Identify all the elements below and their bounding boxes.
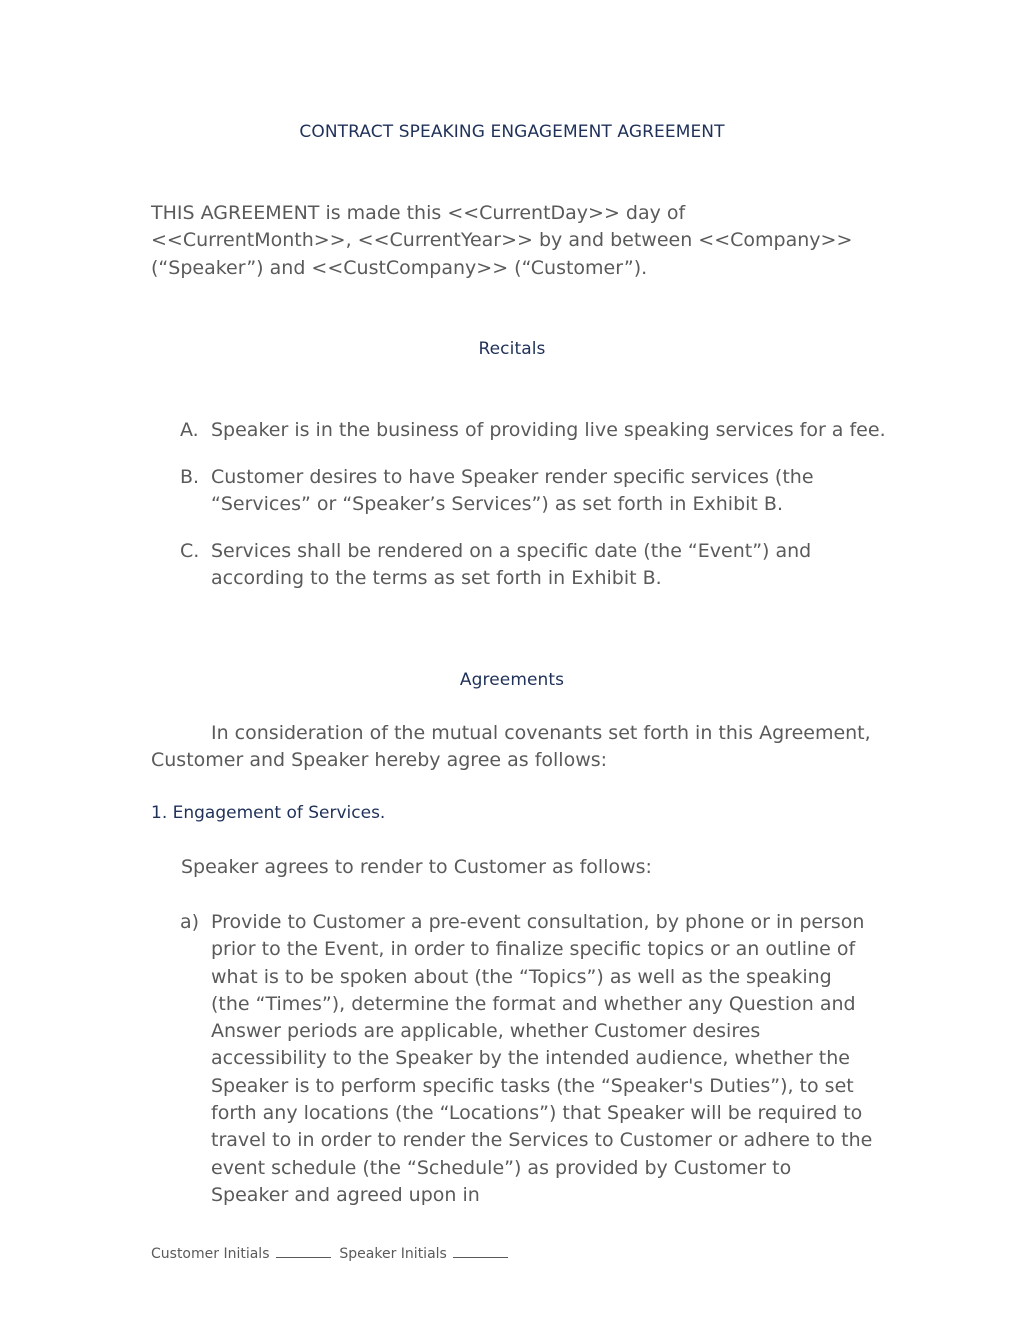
agreements-heading: Agreements	[459, 670, 565, 690]
intro-paragraph: THIS AGREEMENT is made this <<CurrentDay>> day of <<CurrentMonth>>, <<CurrentYear>> by and between <<Company>> (“Speaker”) and <<CustCompany>> (“Customer”).	[151, 202, 853, 279]
section-item-marker: a)	[180, 911, 200, 933]
recital-text: Services shall be rendered on a specific date (the “Event”) and according to the terms as set forth in Exhibit B.	[211, 540, 812, 590]
recitals-heading: Recitals	[478, 339, 546, 359]
recital-text: Customer desires to have Speaker render specific services (the “Services” or “Speaker’s Services”) as set forth in Exhibit B.	[211, 466, 814, 516]
section-1-intro: Speaker agrees to render to Customer as follows:	[181, 856, 652, 878]
document-title: CONTRACT SPEAKING ENGAGEMENT AGREEMENT	[299, 122, 725, 142]
section-1-heading: 1. Engagement of Services.	[151, 803, 386, 823]
speaker-initials-line[interactable]	[453, 1245, 508, 1258]
customer-initials-label: Customer Initials	[151, 1246, 270, 1262]
recital-text: Speaker is in the business of providing live speaking services for a fee.	[211, 419, 886, 441]
initials-footer	[151, 1245, 512, 1262]
section-item-text: Provide to Customer a pre-event consultation, by phone or in person prior to the Event, in order to finalize specific topics or an outline of what is to be spoken about (the “Topics”) as well as the speaking (the “Times”), determine the format and whether any Question and Answer periods are applicable, whether Customer desires accessibility to the Speaker by the intended audience, whether the Speaker is to perform specific tasks (the “Speaker's Duties”), to set forth any locations (the “Locations”) that Speaker will be required to travel to in order to render the Services to Customer or adhere to the event schedule (the “Schedule”) as provided by Customer to Speaker and agreed upon in	[211, 911, 873, 1206]
recital-marker: A.	[180, 419, 199, 441]
speaker-initials-label: Speaker Initials	[339, 1246, 447, 1262]
recital-marker: C.	[180, 540, 200, 562]
recital-marker: B.	[180, 466, 200, 488]
consideration-paragraph: In consideration of the mutual covenants set forth in this Agreement, Customer and Speaker hereby agree as follows:	[151, 722, 871, 772]
customer-initials-line[interactable]	[276, 1245, 331, 1258]
